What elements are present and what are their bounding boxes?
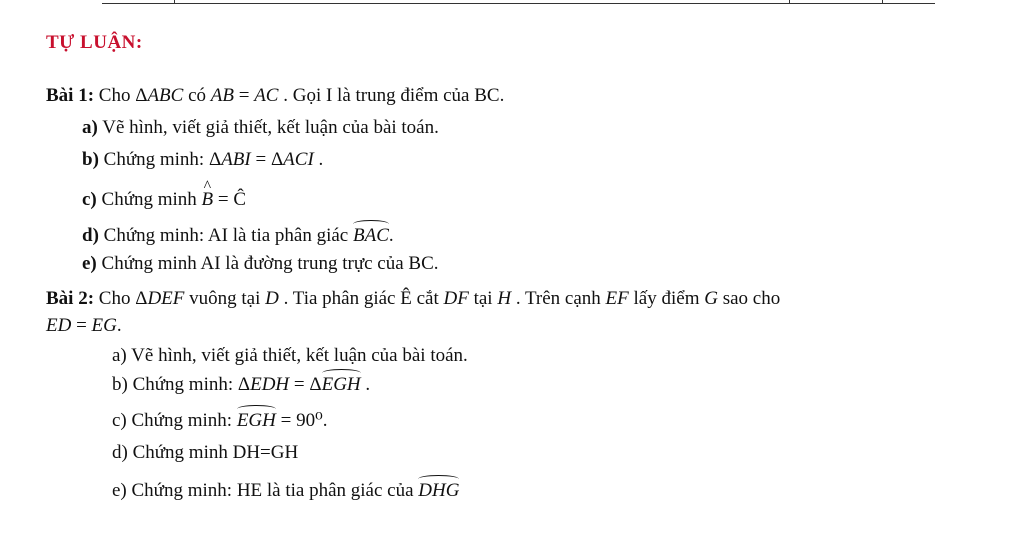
item-label: d) <box>82 225 99 246</box>
item-text: c) Chứng minh: EGH = 90⁰. <box>112 410 328 431</box>
item-label: Bài 2: <box>46 288 95 309</box>
problem-1-item-b <box>82 148 323 172</box>
problem-1-item-c <box>82 188 246 212</box>
problem-1-item-d <box>82 224 394 248</box>
item-text: Cho ΔDEF vuông tại D . Tia phân giác Ê cắt DF tại H . Trên cạnh EF lấy điểm G sao cho <box>98 288 781 309</box>
item-text: b) Chứng minh: ΔEDH = ΔEGH . <box>112 374 371 395</box>
border-tick <box>882 0 883 3</box>
item-label: Bài 1: <box>46 85 95 106</box>
section-heading <box>46 31 143 55</box>
item-text: ED = EG. <box>46 315 122 336</box>
problem-1-item-a <box>82 116 439 140</box>
item-text: Chứng minh AI là đường trung trực của BC. <box>101 253 439 274</box>
problem-1-intro <box>46 84 504 108</box>
problem-2-item-a <box>112 344 468 368</box>
border-tick <box>174 0 175 3</box>
problem-2-intro <box>46 287 780 311</box>
problem-2-item-b <box>112 373 370 397</box>
top-border-line <box>102 0 935 4</box>
item-text: Chứng minh: AI là tia phân giác BAC. <box>103 225 394 246</box>
problem-2-item-c <box>112 409 327 433</box>
problem-2-item-d <box>112 441 298 465</box>
item-text: Chứng minh ^ B = Ĉ <box>102 189 247 210</box>
item-text: Chứng minh: ΔABI = ΔACI . <box>103 149 324 170</box>
border-tick <box>789 0 790 3</box>
item-text: e) Chứng minh: HE là tia phân giác của DHG <box>112 480 460 501</box>
item-label: c) <box>82 189 97 210</box>
item-text: Cho ΔABC có AB = AC . Gọi I là trung điểm của BC. <box>98 85 505 106</box>
item-text: d) Chứng minh DH=GH <box>112 442 299 463</box>
item-label: a) <box>82 117 98 138</box>
item-text: Vẽ hình, viết giả thiết, kết luận của bài toán. <box>102 117 439 138</box>
item-text: a) Vẽ hình, viết giả thiết, kết luận của bài toán. <box>112 345 468 366</box>
item-label: b) <box>82 149 99 170</box>
problem-1-item-e <box>82 252 439 276</box>
problem-2-item-e <box>112 479 459 503</box>
item-label: e) <box>82 253 97 274</box>
problem-2-intro-cont <box>46 314 122 338</box>
item-text: TỰ LUẬN: <box>46 32 143 53</box>
